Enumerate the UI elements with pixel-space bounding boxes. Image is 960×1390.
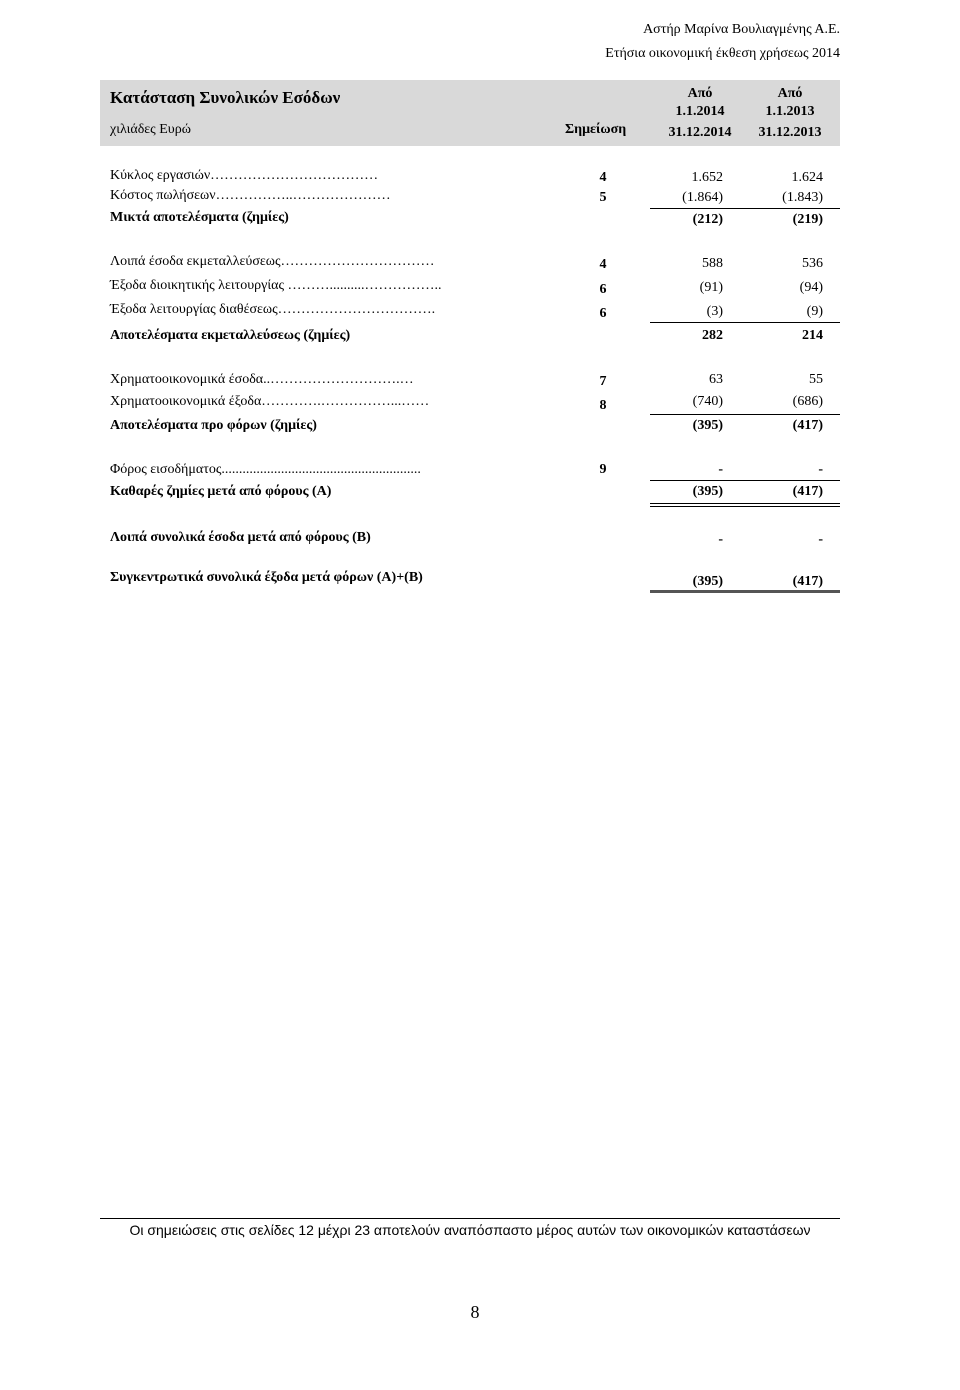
row-value-2014-total-comprehensive: (395) [692,574,723,589]
subtotal-rule [650,480,840,481]
row-label-finance-costs: Χρηματοοικονομικά έξοδα………….……………...…… [110,394,430,409]
statement-title: Κατάσταση Συνολικών Εσόδων [110,88,341,107]
row-value-2014-gross-result: (212) [692,212,723,227]
row-note-other-income: 4 [599,257,607,272]
col2014-from: Από [687,86,713,101]
row-value-2013-selling-expenses: (9) [806,304,823,319]
row-note-revenue: 4 [599,170,607,185]
note-column-header: Σημείωση [565,122,627,137]
col2013-from: Από [777,86,803,101]
col2013-end: 31.12.2013 [758,125,822,140]
row-value-2014-admin-expenses: (91) [699,280,723,295]
row-value-2013-gross-result: (219) [792,212,823,227]
row-label-total-comprehensive: Συγκεντρωτικά συνολικά έξοδα μετά φόρων (Α)+(Β) [110,570,423,585]
row-label-finance-income: Χρηματοοικονομικά έσοδα..……………………….… [110,372,414,387]
row-value-2013-net-loss: (417) [792,484,823,499]
subtotal-rule [650,414,840,415]
row-label-result-before-tax: Αποτελέσματα προ φόρων (ζημίες) [110,418,317,433]
footer-rule [100,1218,840,1219]
row-label-other-comprehensive-income: Λοιπά συνολικά έσοδα μετά από φόρους (Β) [110,530,371,545]
footer-note: Οι σημειώσεις στις σελίδες 12 μέχρι 23 αποτελούν αναπόσπαστο μέρος αυτών των οικονομικών καταστάσεων [129,1222,811,1238]
subtotal-rule [650,322,840,323]
row-label-selling-expenses: Έξοδα λειτουργίας διαθέσεως……………………………. [110,302,436,317]
subtotal-rule [650,208,840,209]
row-label-gross-result: Μικτά αποτελέσματα (ζημίες) [110,210,289,225]
row-note-admin-expenses: 6 [599,282,607,297]
row-note-selling-expenses: 6 [599,306,607,321]
row-value-2013-admin-expenses: (94) [799,280,823,295]
row-value-2013-total-comprehensive: (417) [792,574,823,589]
report-title: Ετήσια οικονομική έκθεση χρήσεως 2014 [605,46,840,61]
row-value-2013-result-before-tax: (417) [792,418,823,433]
grand-total-rule [650,590,840,593]
row-value-2013-cost-of-sales: (1.843) [782,190,823,205]
row-value-2014-selling-expenses: (3) [706,304,723,319]
row-note-finance-costs: 8 [599,398,607,413]
row-label-other-income: Λοιπά έσοδα εκμεταλλεύσεως…………………………… [110,254,435,269]
col2013-start: 1.1.2013 [765,104,815,119]
row-value-2014-net-loss: (395) [692,484,723,499]
page-number: 8 [470,1302,480,1322]
row-value-2013-income-tax: - [818,462,823,477]
row-value-2013-other-comprehensive-income: - [818,532,823,547]
row-label-admin-expenses: Έξοδα διοικητικής λειτουργίας ………..........…………….. [110,278,442,293]
row-label-net-loss: Καθαρές ζημίες μετά από φόρους (Α) [110,484,332,499]
row-value-2013-other-income: 536 [802,256,823,271]
row-value-2014-operating-result: 282 [702,328,723,343]
row-note-finance-income: 7 [599,374,607,389]
row-value-2014-other-comprehensive-income: - [718,532,723,547]
company-name: Αστήρ Μαρίνα Βουλιαγμένης Α.Ε. [643,22,840,37]
col2014-start: 1.1.2014 [675,104,725,119]
row-value-2014-cost-of-sales: (1.864) [682,190,723,205]
row-value-2013-finance-costs: (686) [792,394,823,409]
row-value-2013-operating-result: 214 [802,328,823,343]
row-note-income-tax: 9 [599,462,607,477]
row-label-cost-of-sales: Κόστος πωλήσεων……………..………………… [110,188,391,203]
total-double-rule [650,503,840,507]
row-value-2014-finance-costs: (740) [692,394,723,409]
row-value-2014-finance-income: 63 [709,372,723,387]
row-value-2013-revenue: 1.624 [791,170,823,185]
row-value-2014-other-income: 588 [702,256,723,271]
row-label-revenue: Κύκλος εργασιών……………………………… [110,168,379,183]
col2014-end: 31.12.2014 [668,125,732,140]
row-value-2014-income-tax: - [718,462,723,477]
row-label-operating-result: Αποτελέσματα εκμεταλλεύσεως (ζημίες) [110,328,351,343]
row-note-cost-of-sales: 5 [599,190,607,205]
row-value-2014-result-before-tax: (395) [692,418,723,433]
row-value-2014-revenue: 1.652 [691,170,723,185]
unit-label: χιλιάδες Ευρώ [110,122,191,137]
row-value-2013-finance-income: 55 [809,372,823,387]
row-label-income-tax: Φόρος εισοδήματος......................................................... [110,462,421,477]
